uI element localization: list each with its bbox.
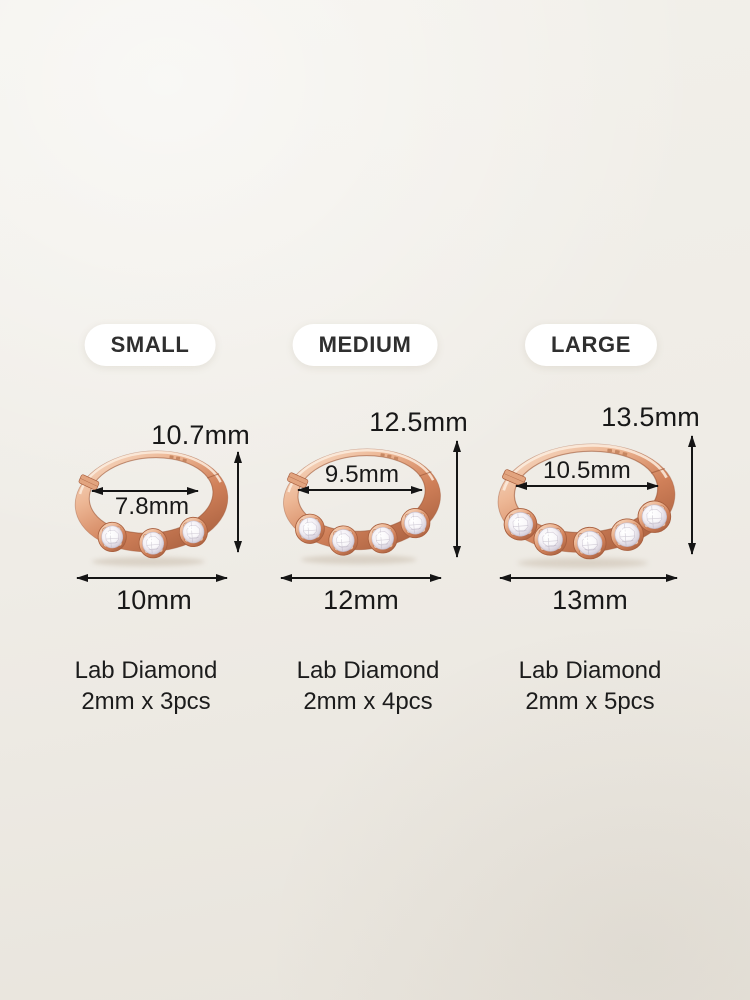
- size-badge-small: SMALL: [85, 324, 216, 366]
- vertical-dimension-arrow-icon: [691, 436, 693, 554]
- horizontal-dimension-arrow-icon: [500, 577, 677, 579]
- width-label-small: 10mm: [116, 585, 192, 615]
- inner-diameter-label-medium: 9.5mm: [324, 461, 400, 488]
- horizontal-dimension-arrow-icon: [92, 490, 198, 492]
- height-label-small: 10.7mm: [151, 420, 250, 450]
- stone-spec-line1: Lab Diamond: [296, 657, 440, 684]
- inner-diameter-label-small: 7.8mm: [114, 493, 190, 520]
- stone-spec-large: [510, 655, 670, 717]
- vertical-dimension-arrow-icon: [237, 452, 239, 552]
- stone-spec-line2: 2mm x 4pcs: [303, 688, 433, 715]
- stone-spec-small: [66, 655, 226, 717]
- horizontal-dimension-arrow-icon: [281, 577, 441, 579]
- stone-spec-medium: [288, 655, 448, 717]
- height-label-medium: 12.5mm: [369, 407, 468, 437]
- size-badge-medium: MEDIUM: [293, 324, 438, 366]
- height-label-large: 13.5mm: [601, 402, 700, 432]
- width-label-large: 13mm: [552, 585, 628, 615]
- horizontal-dimension-arrow-icon: [77, 577, 227, 579]
- inner-diameter-label-large: 10.5mm: [543, 457, 631, 484]
- horizontal-dimension-arrow-icon: [516, 485, 658, 487]
- size-badge-large: LARGE: [525, 324, 657, 366]
- stone-spec-line2: 2mm x 3pcs: [81, 688, 211, 715]
- width-label-medium: 12mm: [323, 585, 399, 615]
- horizontal-dimension-arrow-icon: [298, 489, 422, 491]
- stone-spec-line1: Lab Diamond: [518, 657, 662, 684]
- vertical-dimension-arrow-icon: [456, 441, 458, 557]
- stone-spec-line1: Lab Diamond: [74, 657, 218, 684]
- earring-image-medium: [271, 434, 453, 568]
- earring-image-large: [484, 428, 689, 572]
- stone-spec-line2: 2mm x 5pcs: [525, 688, 655, 715]
